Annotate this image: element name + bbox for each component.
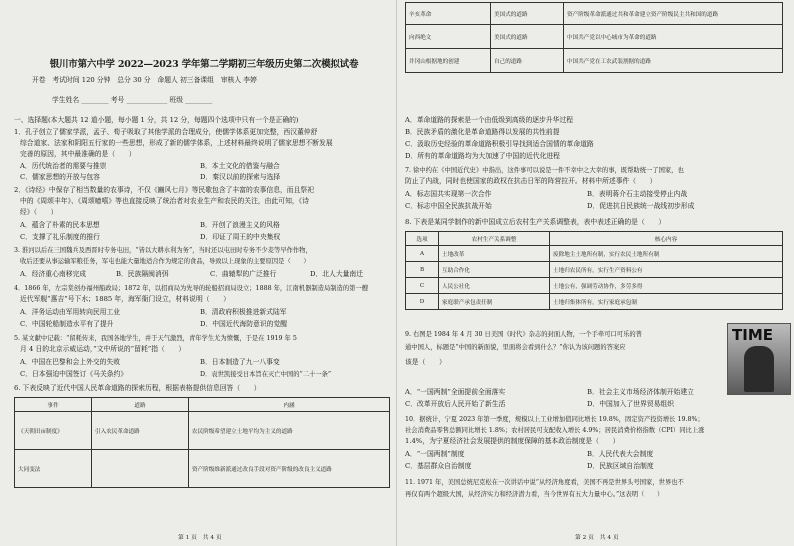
table-cell: 农民阶级希望建立土地平均为主义的道路 [189,412,390,450]
q8-text: 8. 下表是某同学制作的新中国成立后农村生产关系调整表，表中表述正确的是（ ） [405,218,666,226]
table-cell: B [406,262,439,278]
q9-option-b: B．社会主义市场经济体制开始建立 [587,388,694,396]
table-row [406,25,783,49]
q2-option-c: C．支撑了礼乐制度的推行 [20,233,100,241]
q7-option-a: A．标志国共实现第一次合作 [405,190,492,198]
q2-text: 2．《诗经》中保存了相当数量的农事诗，不仅《豳风七月》等民歌包含了丰富的农事信息，而且祭祀 [14,186,314,194]
table-header: 核心内容 [550,232,783,246]
cover-figure-icon [744,346,774,392]
q5-text: 月 4 日的北京示威运动，”文中所说的“留耗”指（ ） [20,345,186,353]
table-cell: 引入农民革命道路 [92,412,189,450]
q6-option-a: A．革命道路的探索是一个由低级到高级的逐步升华过程 [405,116,574,124]
q5-option-d: D．袁世凯接受日本旨在灭亡中国的“二十一条” [200,371,332,378]
table-header: 内涵 [189,398,390,412]
q4-option-a: A．洋务运动由军用转向民用工业 [20,308,121,316]
table-cell: D [406,294,439,310]
q6-option-c: C．汲取历史经验的革命道路积极引导找到适合国情的革命道路 [405,140,594,148]
q9-text: 通中国人，标题是“中国的新面貌，里面将会看到什么？”你认为该问题的答案应 [405,344,626,351]
table-cell: C [406,278,439,294]
q7-text: 防止了内战，同时也使国家的政权在抗击日军的阵营拉开。材料中所述事件（ ） [405,177,657,185]
table-cell: 土地公有，强调劳动协作，多劳多得 [550,278,783,294]
q4-option-d: D．中国近代海防意识的觉醒 [200,320,288,328]
q3-option-c: C．曲辕犁的广泛推行 [210,270,277,278]
table-cell: A [406,246,439,262]
q9-text: 该是（ ） [405,358,446,366]
q2-option-a: A．蕴含了朴素的民本思想 [20,221,100,229]
q7-option-d: D．促进抗日民族统一战线初步形成 [587,202,695,210]
table-cell: 美国式的道路 [491,25,564,49]
table-row [406,278,783,294]
q5-option-b: B．日本制造了九一八事变 [200,358,280,366]
q7-text: 7. 徐中约在《中国近代史》中指出，这件事可以说是一件不幸中之大幸的事，既帮助统一了国家，也 [405,167,684,174]
table-cell: 大同变法 [15,450,92,488]
q3-option-a: A．经济重心南移完成 [20,270,87,278]
table-cell: 美国式的道路 [491,3,564,25]
table-cell [92,450,189,488]
q10-option-c: C．基层群众自治制度 [405,462,472,470]
q9-text: 9. 右图是 1984 年 4 月 30 日美国《时代》杂志的封面人物，一个手牵可口可乐的普 [405,331,642,338]
q1-option-b: B．本土文化的借鉴与融合 [200,162,280,170]
q3-option-b: B．民族隔阂消弭 [116,270,169,278]
q2-option-b: B．开创了浪漫主义的风格 [200,221,280,229]
q6-table-part1 [14,397,390,488]
q11-text: 再仅有两个超级大国，从经济实力和经济潜力看，当今世界有五大力量中心。”这表明（ ） [405,491,664,498]
q7-option-b: B．表明蒋介石主动接受停止内战 [587,190,688,198]
time-magazine-cover-image [727,323,791,395]
time-masthead: TIME [732,326,773,344]
table-cell: 辛亥革命 [406,3,491,25]
q4-option-b: B．清政府积极推进新式陆军 [200,308,287,316]
table-cell: 家庭联产承包责任制 [439,294,550,310]
q1-option-c: C．儒家思想的开放与包容 [20,173,100,181]
table-header: 道路 [92,398,189,412]
table-row [15,450,390,488]
q2-option-d: D．印证了周王的中央集权 [200,233,281,241]
q10-text: 10．据统计，宁夏 2023 年第一季度，规模以上工业增加值同比增长 19.8%，固定资产投资增长 19.8%； [405,416,704,423]
q9-option-d: D．中国加入了世界贸易组织 [587,400,675,408]
q4-text: 4．1866 年，左宗棠创办福州船政局；1872 年，以招商局为先导的轮船招商局设立；1888 年，江南机器制造局制造的第一艘 [14,285,369,292]
table-cell: 土地归农民所有，实行生产资料公有 [550,262,783,278]
table-header: 事件 [15,398,92,412]
q5-text: 5. 某文献中记载：“留耗传来，我国各地学生，并于天气激烈，青年学生尤为愤慨，于是在 1919 年 5 [14,335,297,342]
q10-text: 1.4%，为宁夏经济社会发展提供的制度保障的基本政治制度是（ ） [405,437,620,445]
table-cell: 土地改革 [439,246,550,262]
table-cell: 资产阶级维新派通过改良手段对资产阶级的改良主义道路 [189,450,390,488]
q2-text: 经》（ ） [20,208,58,216]
page-2 [397,0,794,546]
student-info-line: 学生姓名 ________ 考号 ____________ 班级 ________ [52,96,213,104]
table-row [406,262,783,278]
q5-option-a: A．中国在巴黎和会上外交的失败 [20,358,121,366]
q1-text: 完善的原因，其中最准确的是（ ） [20,150,136,158]
q10-option-b: B．人民代表大会制度 [587,450,654,458]
page-footer: 第 2 页 共 4 页 [575,535,619,541]
table-cell: 土地归集体所有，实行家庭承包制 [550,294,783,310]
exam-title: 银川市第六中学 2022—2023 学年第二学期初三年级历史第二次模拟试卷 [49,59,359,70]
exam-header-info: 开卷 考试时间 120 分钟 总分 30 分 命题人 初三备课组 审核人 李婷 [32,76,257,84]
q1-text: 1．孔子创立了儒家学派，孟子、荀子吸取了其他学派的合理成分，使儒学体系更加完整，西汉董仲舒 [14,128,318,136]
table-cell: 人民公社化 [439,278,550,294]
q1-text: 综合道家、法家和阴阳五行家的一些思想，形成了新的儒学体系，上述材料最终说明了儒家思想不断发展 [20,139,333,147]
q10-option-d: D．民族区域自治制度 [587,462,654,470]
q1-option-a: A．历代统治者的需要与推崇 [20,162,107,170]
q7-option-c: C．标志中国全民族抗战开始 [405,202,492,210]
q11-text: 11. 1971 年，美国总统尼克松在一次讲话中说“从经济角度看，美国不再是世界头号国家，世界也不 [405,479,684,486]
table-cell: 资产阶级革命派通过共和革命建立资产阶级民主共和国的道路 [564,3,783,25]
q5-option-c: C．日本强迫中国签订《马关条约》 [20,370,128,378]
q3-text: 收后还要从事运输军粮任务，军屯也能大量地适合作为规定的食品，导致以上现象的主要原因是（ ） [20,258,310,265]
table-cell: 《天朝田亩制度》 [15,412,92,450]
table-cell: 向西绝文 [406,25,491,49]
q6-option-b: B．民族矛盾的激化是革命道路得以发展的共性前提 [405,128,560,136]
table-header: 选项 [406,232,439,246]
table-cell: 废除地主土地所有制，实行农民土地所有制 [550,246,783,262]
q8-table [405,231,783,310]
table-row [406,3,783,25]
table-row [406,246,783,262]
table-header: 农村生产关系调整 [439,232,550,246]
q1-option-d: D．秦汉以前的探索与选择 [200,173,281,181]
q10-option-a: A．“一国两制”制度 [405,450,465,458]
q4-text: 近代军舰“惠吉”号下水；1885 年，海军衙门设立，材料说明（ ） [20,295,230,303]
q6-table-part2 [405,2,783,73]
page-footer: 第 1 页 共 4 页 [178,535,222,541]
table-cell: 中国共产党在工农武装割据的道路 [564,49,783,73]
q4-option-c: C．中国轮船制造水平有了提升 [20,320,114,328]
q6-option-d: D．所有的革命道路均为大加速了中国的近代化进程 [405,152,560,160]
table-row [15,412,390,450]
table-cell: 互助合作化 [439,262,550,278]
section-heading: 一、选择题(本大题共 12 道小题，每小题 1 分，共 12 分，每题四个选项中只有一个是正确的) [14,116,299,124]
table-cell: 自己的道路 [491,49,564,73]
q9-option-a: A．“一国两制”全面提前全面落实 [405,388,506,396]
q3-text: 3. 淮河以后在三国魏兵及西晋时专务屯田，“皆以大耕水利为务”，当时还以屯田时专务不少麦等早作作物， [14,247,312,254]
q2-text: 中的《周颂丰年》、《周颂噫嘻》等也直接反映了统治者对农业生产和农民的关注，由此可知，《诗 [20,197,309,205]
table-row [406,294,783,310]
q6-text: 6. 下表反映了近代中国人民革命道路的探索历程，根据表格提供信息回答（ ） [14,384,261,392]
q9-option-c: C．改革开放后人民开始了新生活 [405,400,506,408]
table-row [406,49,783,73]
table-cell: 中国共产党以中心城市为革命的道路 [564,25,783,49]
q3-option-d: D．北人大量南迁 [310,270,364,278]
table-cell: 井冈山根据地的创建 [406,49,491,73]
q10-text: 社会消费品零售总额同比增长 1.8%；农村居民可支配收入增长 4.9%；居民消费价格指数（CPI）同比上涨 [405,427,705,434]
